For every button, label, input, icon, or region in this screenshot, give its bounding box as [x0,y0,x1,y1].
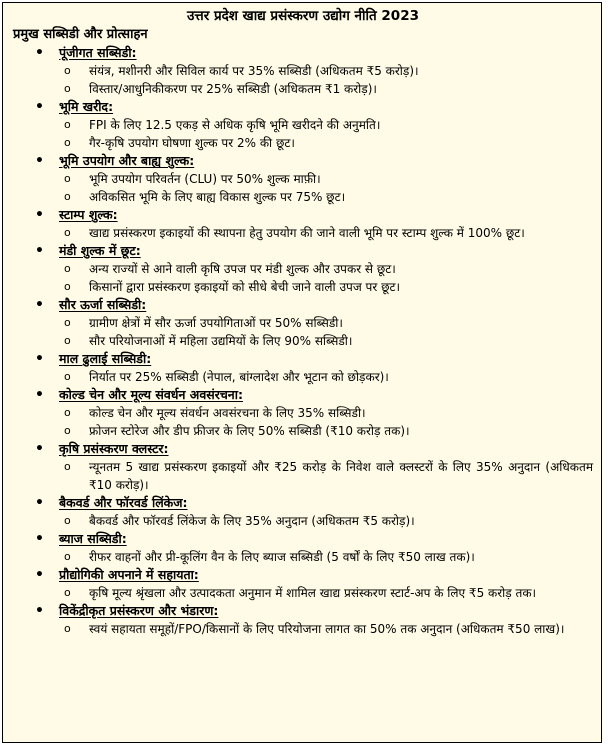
policy-section [11,242,595,296]
section-item: o भूमि उपयोग परिवर्तन (CLU) पर 50% शुल्क माफ़ी। [11,170,595,188]
section-item-list [11,224,595,242]
section-item: o कोल्ड चेन और मूल्य संवर्धन अवसंरचना के लिए 35% सब्सिडी। [11,404,595,422]
section-item: o अन्य राज्यों से आने वाली कृषि उपज पर मंडी शुल्क और उपकर से छूट। [11,260,595,278]
section-item: o FPI के लिए 12.5 एकड़ से अधिक कृषि भूमि खरीदने की अनुमति। [11,116,595,134]
policy-section [11,440,595,494]
section-item: o रीफर वाहनों और प्री-कूलिंग वैन के लिए ब्याज सब्सिडी (5 वर्षों के लिए ₹50 लाख तक)। [11,548,595,566]
policy-section [11,350,595,386]
section-item-list [11,404,595,440]
section-item-list [11,62,595,98]
document-title: उत्तर प्रदेश खाद्य प्रसंस्करण उद्योग नीति 2023 [187,8,419,24]
section-item: o निर्यात पर 25% सब्सिडी (नेपाल, बांग्लादेश और भूटान को छोड़कर)। [11,368,595,386]
section-item: o ग्रामीण क्षेत्रों में सौर ऊर्जा उपयोगिताओं पर 50% सब्सिडी। [11,314,595,332]
section-item-list [11,458,595,494]
section-heading: • विकेंद्रीकृत प्रसंस्करण और भंडारण: [11,602,595,620]
section-item: o गैर-कृषि उपयोग घोषणा शुल्क पर 2% की छूट। [11,134,595,152]
section-item: o सौर परियोजनाओं में महिला उद्यमियों के लिए 90% सब्सिडी। [11,332,595,350]
section-item: o खाद्य प्रसंस्करण इकाइयों की स्थापना हेतु उपयोग की जाने वाली भूमि पर स्टाम्प शुल्क में 100% छूट। [11,224,595,242]
section-item-list [11,116,595,152]
policy-section [11,296,595,350]
section-item-list [11,584,595,602]
section-list [11,44,595,638]
section-item-list [11,548,595,566]
section-item-list [11,170,595,206]
section-item: o फ्रोजन स्टोरेज और डीप फ्रीजर के लिए 50% सब्सिडी (₹10 करोड़ तक)। [11,422,595,440]
policy-section [11,98,595,152]
policy-section [11,566,595,602]
section-item-list [11,620,595,638]
policy-section [11,386,595,440]
policy-section [11,206,595,242]
section-heading: • कृषि प्रसंस्करण क्लस्टर: [11,440,595,458]
section-heading: • भूमि खरीद: [11,98,595,116]
policy-section [11,530,595,566]
policy-section [11,602,595,638]
policy-section [11,152,595,206]
section-item: o स्वयं सहायता समूहों/FPO/किसानों के लिए परियोजना लागत का 50% तक अनुदान (अधिकतम ₹50 लाख)। [11,620,595,638]
policy-section [11,494,595,530]
section-item: o विस्तार/आधुनिकीकरण पर 25% सब्सिडी (अधिकतम ₹1 करोड़)। [11,80,595,98]
section-item-list [11,512,595,530]
section-heading: • प्रौद्योगिकी अपनाने में सहायता: [11,566,595,584]
section-heading: • कोल्ड चेन और मूल्य संवर्धन अवसंरचना: [11,386,595,404]
section-item: o किसानों द्वारा प्रसंस्करण इकाइयों को सीधे बेची जाने वाली उपज पर छूट। [11,278,595,296]
section-heading: • भूमि उपयोग और बाह्य शुल्क: [11,152,595,170]
policy-section [11,44,595,98]
section-heading: • माल ढुलाई सब्सिडी: [11,350,595,368]
section-heading: • पूंजीगत सब्सिडी: [11,44,595,62]
section-heading: • स्टाम्प शुल्क: [11,206,595,224]
section-item: o बैकवर्ड और फॉरवर्ड लिंकेज के लिए 35% अनुदान (अधिकतम ₹5 करोड़)। [11,512,595,530]
section-item: o न्यूनतम 5 खाद्य प्रसंस्करण इकाइयों और ₹25 करोड़ के निवेश वाले क्लस्टरों के लिए 35% अनुदान (अधिकतम ₹10 करोड़)। [11,458,595,494]
section-heading: • मंडी शुल्क में छूट: [11,242,595,260]
section-heading: • सौर ऊर्जा सब्सिडी: [11,296,595,314]
policy-summary-box [2,2,602,743]
section-item: o अविकसित भूमि के लिए बाह्य विकास शुल्क पर 75% छूट। [11,188,595,206]
section-item-list [11,368,595,386]
section-item-list [11,314,595,350]
section-item: o कृषि मूल्य श्रृंखला और उत्पादकता अनुमान में शामिल खाद्य प्रसंस्करण स्टार्ट-अप के लिए ₹5 करोड़ तक। [11,584,595,602]
section-heading: • बैकवर्ड और फॉरवर्ड लिंकेज: [11,494,595,512]
section-item: o संयंत्र, मशीनरी और सिविल कार्य पर 35% सब्सिडी (अधिकतम ₹5 करोड़)। [11,62,595,80]
section-item-list [11,260,595,296]
section-heading: • ब्याज सब्सिडी: [11,530,595,548]
document-subtitle: प्रमुख सब्सिडी और प्रोत्साहन [13,27,148,42]
